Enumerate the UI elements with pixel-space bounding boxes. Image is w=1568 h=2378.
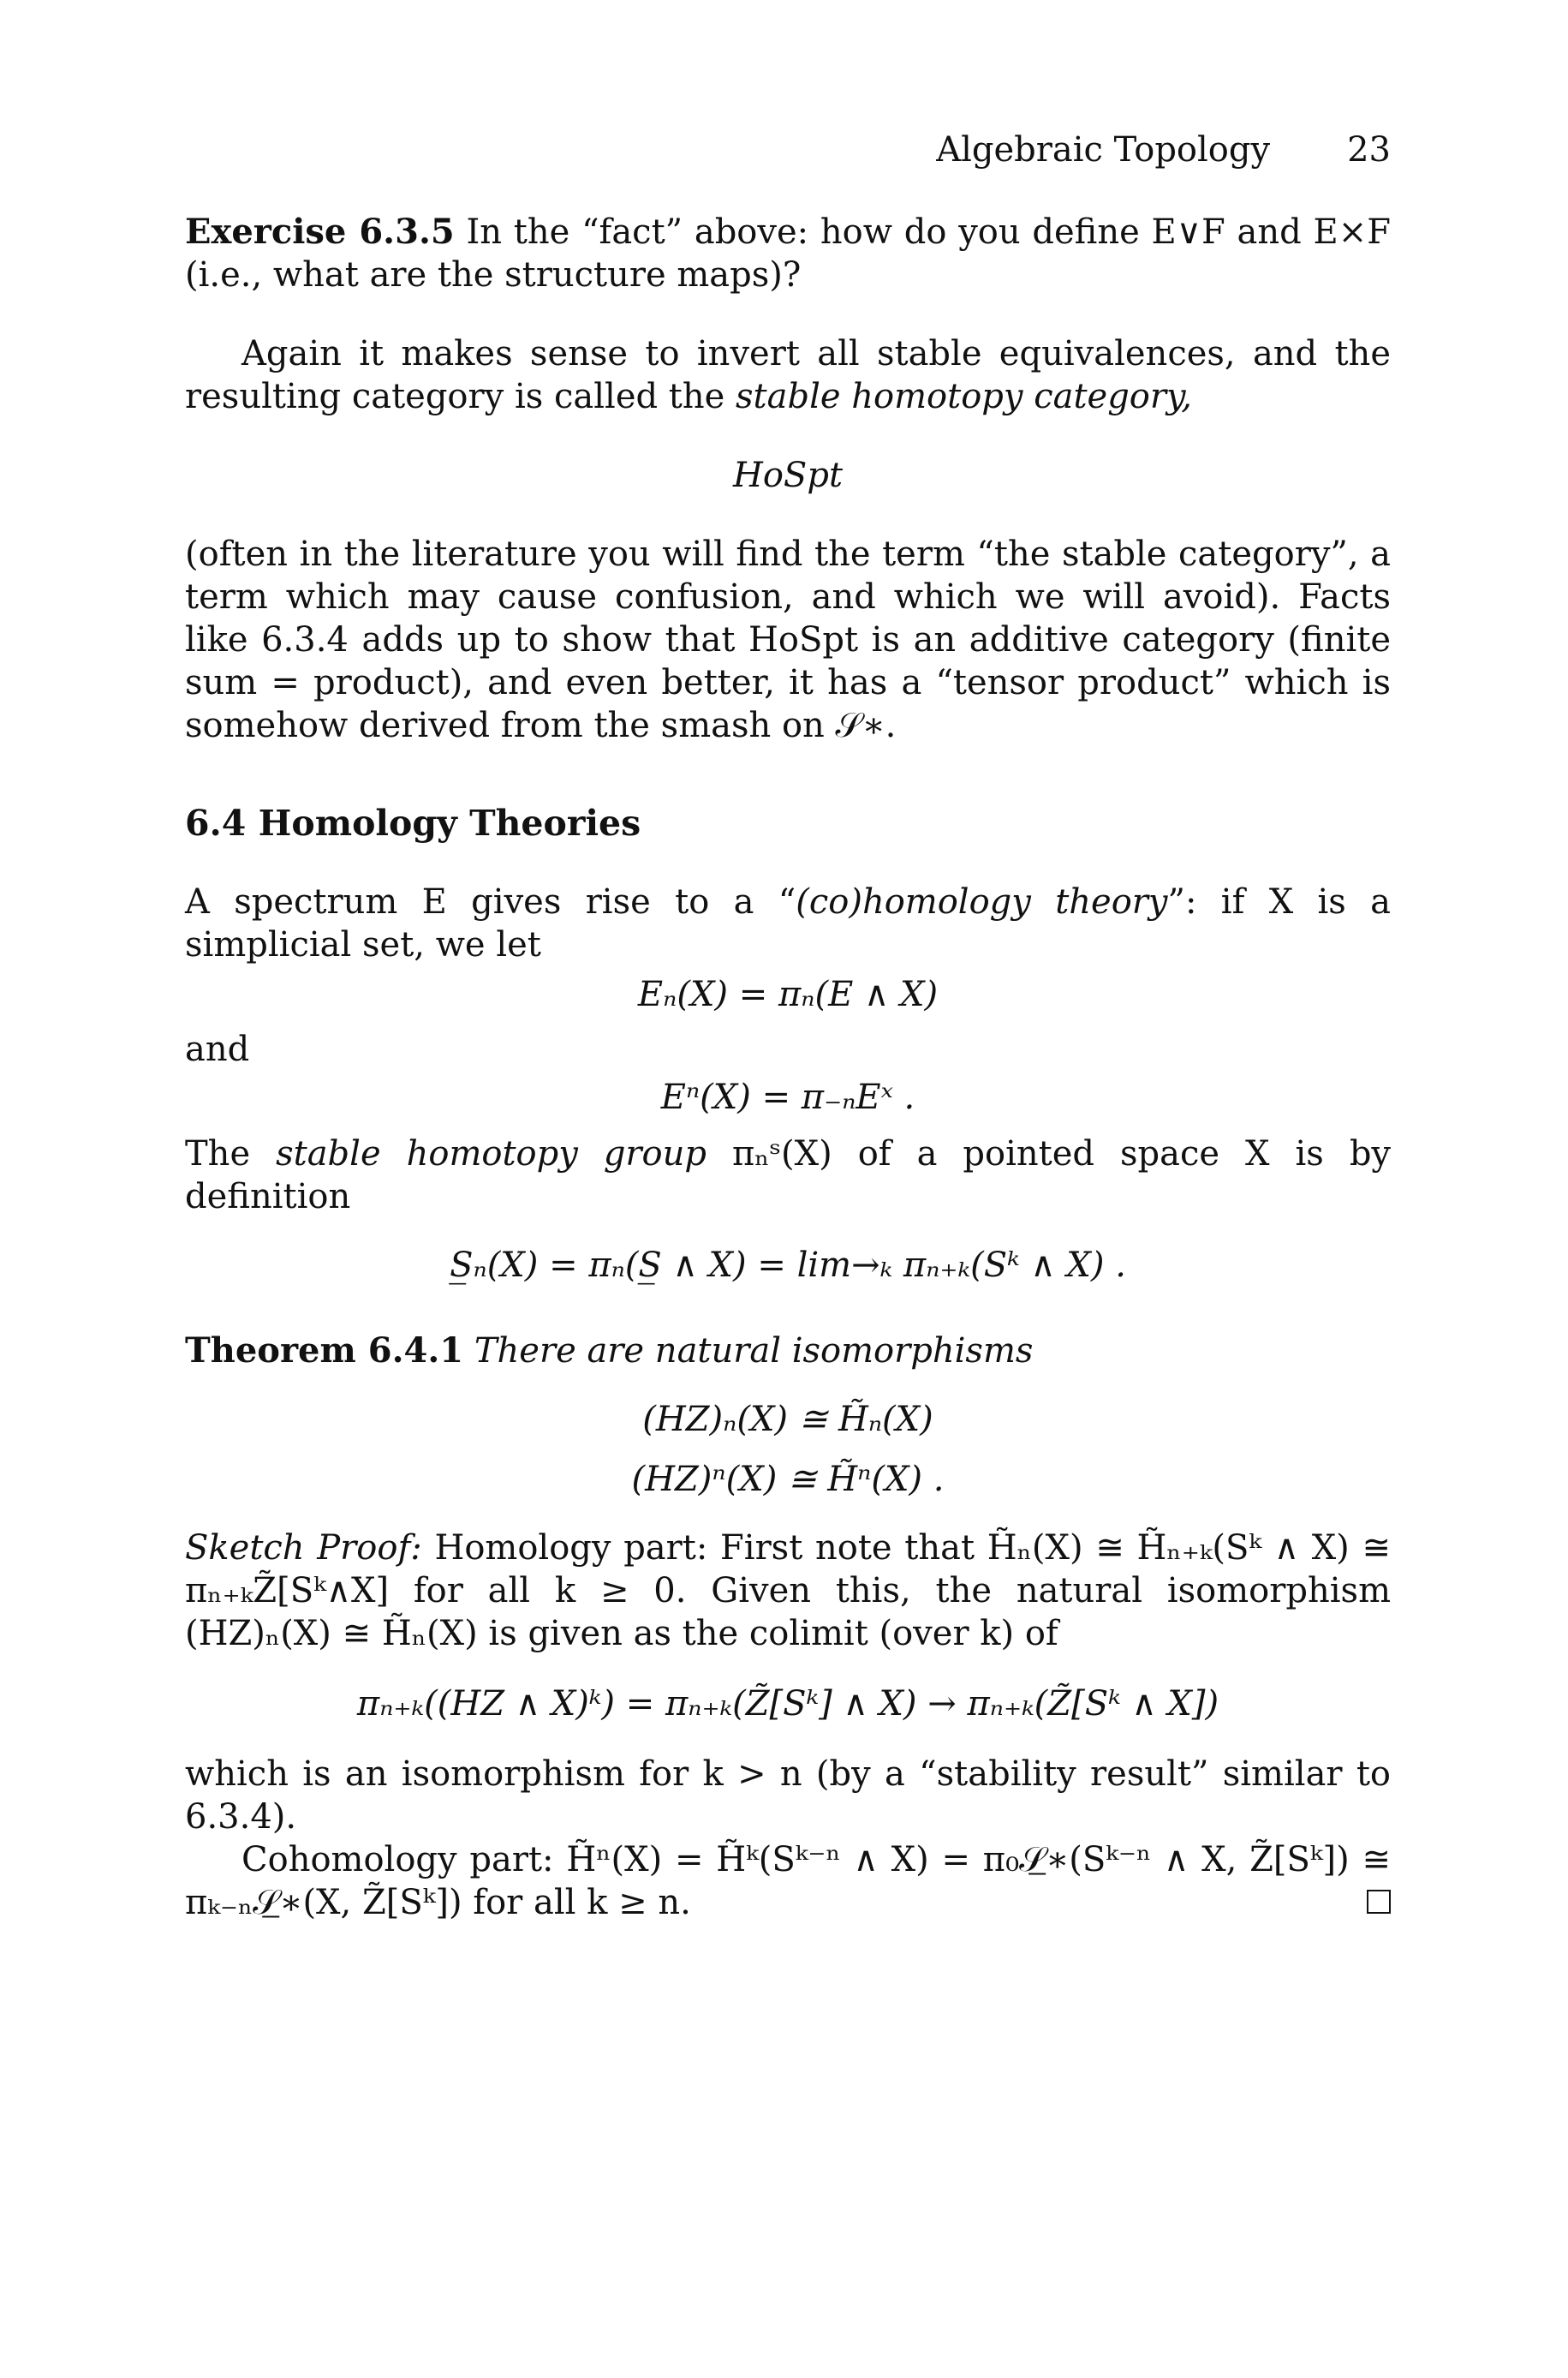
proof-cohomology-text: Cohomology part: H̃ⁿ(X) = H̃ᵏ(Sᵏ⁻ⁿ ∧ X) = π₀𝒮̲∗(Sᵏ⁻ⁿ ∧ X, Z̃[Sᵏ]) ≅ πₖ₋ₙ𝒮̲∗(X, Z̃[Sᵏ]) for all k ≥ n.: [185, 1840, 1391, 1922]
paragraph-stable-homotopy: [185, 332, 1391, 418]
page: [185, 128, 1391, 1924]
paragraph-stable-homotopy-group: [185, 1132, 1391, 1218]
proof-paragraph: [185, 1527, 1391, 1655]
para3-text-a: A spectrum E gives rise to a “: [185, 882, 796, 922]
display-hospt: HoSpt: [732, 456, 844, 495]
qed-box-icon: [1367, 1890, 1391, 1914]
and-word: and: [185, 1030, 250, 1069]
para1-text: Again it makes sense to invert all stable equivalences, and the resulting category is called the: [185, 334, 1391, 416]
equation-cohomology: Eⁿ(X) = π₋ₙEˣ .: [660, 1078, 915, 1117]
exercise-label: Exercise 6.3.5: [185, 212, 455, 252]
para4-text-a: The: [185, 1134, 277, 1174]
proof-label: Sketch Proof:: [185, 1528, 422, 1568]
page-number: 23: [1347, 130, 1391, 170]
para3-text-b: ”: if X is a simplicial set, we let: [185, 882, 1391, 965]
running-title: Algebraic Topology: [936, 130, 1271, 170]
theorem-equation-2: (HZ)ⁿ(X) ≅ H̃ⁿ(X) .: [631, 1460, 945, 1499]
proof-text: Homology part: First note that H̃ₙ(X) ≅ H̃ₙ₊ₖ(Sᵏ ∧ X) ≅ πₙ₊ₖZ̃[Sᵏ∧X] for all k ≥ 0. Given this, the natural isomorphism (HZ)ₙ(X) ≅ H̃ₙ(X) is given as the colimit (over k) of: [185, 1528, 1391, 1653]
theorem-equation-1: (HZ)ₙ(X) ≅ H̃ₙ(X): [642, 1400, 933, 1439]
exercise-text: In the “fact” above: how do you define E∨F and E×F (i.e., what are the structure maps)?: [185, 212, 1391, 295]
paragraph-stable-category: (often in the literature you will find the term “the stable category”, a term which may cause confusion, and which we will avoid). Facts like 6.3.4 adds up to show that HoSpt is an additive category (finite sum = product), and even better, it has a “tensor product” which is somehow derived from the smash on 𝒮∗.: [185, 535, 1391, 745]
para1-emphasis: stable homotopy category,: [736, 377, 1192, 416]
section-title: 6.4 Homology Theories: [185, 803, 641, 844]
exercise-paragraph: [185, 211, 1391, 296]
running-head: [185, 128, 1391, 171]
theorem-statement: There are natural isomorphisms: [474, 1331, 1034, 1371]
para4-emphasis: stable homotopy group: [276, 1134, 706, 1174]
para3-emphasis: (co)homology theory: [796, 882, 1168, 922]
equation-stable-homotopy: S̲ₙ(X) = πₙ(S̲ ∧ X) = lim→ₖ πₙ₊ₖ(Sᵏ ∧ X) .: [450, 1246, 1126, 1285]
equation-homology: Eₙ(X) = πₙ(E ∧ X): [637, 975, 939, 1014]
paragraph-cohomology-theory: [185, 881, 1391, 966]
theorem-paragraph: [185, 1329, 1391, 1372]
proof-after: which is an isomorphism for k > n (by a “stability result” similar to 6.3.4).: [185, 1754, 1391, 1837]
proof-equation: πₙ₊ₖ((HZ ∧ X)ᵏ) = πₙ₊ₖ(Z̃[Sᵏ] ∧ X) → πₙ₊ₖ(Z̃[Sᵏ ∧ X]): [356, 1684, 1219, 1724]
proof-cohomology: [185, 1838, 1391, 1924]
para4-text-b: πₙˢ(X) of a pointed space X is by definition: [185, 1134, 1392, 1216]
theorem-label: Theorem 6.4.1: [185, 1330, 464, 1371]
